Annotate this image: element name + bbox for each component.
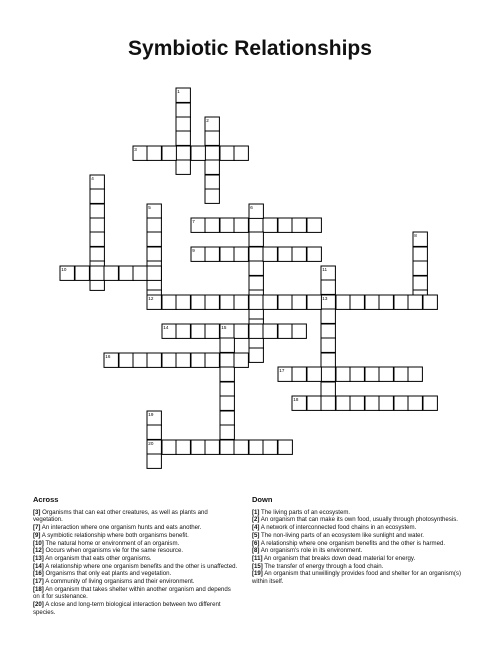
grid-cell[interactable] <box>191 440 205 454</box>
grid-cell[interactable] <box>90 232 104 246</box>
clue-item <box>33 563 238 571</box>
across-heading: Across <box>33 495 59 504</box>
clue-number: 10 <box>61 267 67 273</box>
clue-num: [13] <box>33 554 44 562</box>
clue-number: 8 <box>414 233 417 239</box>
clue-item <box>33 532 238 540</box>
clue-number: 1 <box>177 89 180 95</box>
grid-cell[interactable] <box>307 295 321 309</box>
clue-num: [19] <box>252 570 263 578</box>
grid-cell[interactable] <box>408 367 422 381</box>
grid-cell[interactable] <box>220 382 234 396</box>
grid-cell[interactable] <box>394 295 408 309</box>
grid-cell[interactable] <box>249 440 263 454</box>
clue-item <box>252 509 472 517</box>
clue-text: An organism that takes shelter within another organism and depends on it for sustenance. <box>33 585 231 601</box>
grid-cell[interactable] <box>249 324 263 338</box>
clue-number: 15 <box>221 325 227 331</box>
grid-cell[interactable] <box>205 189 219 203</box>
grid-cell[interactable] <box>205 353 219 367</box>
clue-item <box>252 532 472 540</box>
grid-cell[interactable] <box>162 353 176 367</box>
grid-cell[interactable] <box>205 175 219 189</box>
grid-cell[interactable] <box>119 266 133 280</box>
grid-cell[interactable] <box>90 266 104 280</box>
clue-number: 12 <box>148 296 154 302</box>
grid-cell[interactable] <box>413 247 427 261</box>
clue-number: 13 <box>322 296 328 302</box>
clue-text: An interaction where one organism hunts and eats another. <box>40 524 202 532</box>
clue-num: [7] <box>33 524 41 532</box>
clue-item <box>252 547 472 555</box>
clue-text: A close and long-term biological interaction between two different species. <box>33 601 221 616</box>
clue-item <box>252 555 472 563</box>
grid-cell[interactable] <box>321 309 335 323</box>
grid-cell[interactable] <box>220 411 234 425</box>
clue-text: The living parts of an ecosystem. <box>259 508 351 516</box>
grid-cell[interactable] <box>191 295 205 309</box>
grid-cell[interactable] <box>249 276 263 290</box>
grid-cell[interactable] <box>147 353 161 367</box>
clue-number: 7 <box>192 219 195 225</box>
clue-text: An organism that can make its own food, usually through photosynthesis. <box>259 516 458 524</box>
grid-cell[interactable] <box>336 396 350 410</box>
clue-number: 14 <box>163 325 169 331</box>
grid-cell[interactable] <box>350 396 364 410</box>
clue-text: The non-living parts of an ecosystem like sunlight and water. <box>259 531 424 539</box>
grid-cell[interactable] <box>104 266 118 280</box>
clue-num: [9] <box>33 531 41 539</box>
grid-cell[interactable] <box>307 218 321 232</box>
grid-cell[interactable] <box>408 396 422 410</box>
grid-cell[interactable] <box>365 396 379 410</box>
grid-cell[interactable] <box>394 367 408 381</box>
clue-num: [5] <box>252 531 260 539</box>
grid-cell[interactable] <box>147 218 161 232</box>
grid-cell[interactable] <box>413 276 427 290</box>
grid-cell[interactable] <box>336 367 350 381</box>
clue-text: A relationship where one organism benefits and the other is unaffected. <box>43 562 238 570</box>
grid-cell[interactable] <box>220 367 234 381</box>
grid-cell[interactable] <box>147 454 161 468</box>
clue-text: An organism's role in its environment. <box>259 547 363 555</box>
grid-cell[interactable] <box>147 247 161 261</box>
grid-cell[interactable] <box>263 324 277 338</box>
grid-cell[interactable] <box>220 396 234 410</box>
clue-item <box>33 509 238 524</box>
down-clues <box>252 496 472 586</box>
clue-item <box>33 547 238 555</box>
clue-number: 11 <box>322 267 328 273</box>
clue-text: Occurs when organisms vie for the same resource. <box>43 547 184 555</box>
grid-cell[interactable] <box>278 295 292 309</box>
grid-cell[interactable] <box>220 425 234 439</box>
grid-cell[interactable] <box>220 146 234 160</box>
grid-cell[interactable] <box>234 218 248 232</box>
grid-cell[interactable] <box>249 348 263 362</box>
grid-cell[interactable] <box>191 324 205 338</box>
clue-number: 3 <box>134 147 137 153</box>
clue-num: [8] <box>252 547 260 555</box>
grid-cell[interactable] <box>191 146 205 160</box>
clue-item <box>252 570 472 585</box>
clue-number: 16 <box>105 354 111 360</box>
grid-cell[interactable] <box>90 204 104 218</box>
grid-cell[interactable] <box>234 353 248 367</box>
grid-cell[interactable] <box>147 232 161 246</box>
across-clues <box>33 496 238 617</box>
grid-cell[interactable] <box>423 295 437 309</box>
clue-number: 4 <box>91 176 94 182</box>
grid-cell[interactable] <box>321 382 335 396</box>
grid-cell[interactable] <box>176 146 190 160</box>
grid-cell[interactable] <box>278 324 292 338</box>
clue-num: [4] <box>252 524 260 532</box>
grid-cell[interactable] <box>176 324 190 338</box>
clue-num: [18] <box>33 585 44 593</box>
grid-cell[interactable] <box>413 261 427 275</box>
grid-cell[interactable] <box>205 218 219 232</box>
clue-num: [16] <box>33 570 44 578</box>
grid-cell[interactable] <box>205 131 219 145</box>
clue-text: An organism that unwillingly provides food and shelter for an organism(s) within itself. <box>252 570 461 586</box>
clue-text: An organism that breaks down dead material for energy. <box>262 554 416 562</box>
clue-item <box>33 540 238 548</box>
grid-cell[interactable] <box>234 295 248 309</box>
grid-cell[interactable] <box>321 353 335 367</box>
clue-text: Organisms that only eat plants and vegetation. <box>43 570 172 578</box>
grid-cell[interactable] <box>278 247 292 261</box>
grid-cell[interactable] <box>220 338 234 352</box>
grid-cell[interactable] <box>119 353 133 367</box>
page-title: Symbiotic Relationships <box>128 37 372 60</box>
grid-cell[interactable] <box>90 189 104 203</box>
clue-number: 18 <box>293 397 299 403</box>
clue-item <box>33 555 238 563</box>
grid-cell[interactable] <box>249 295 263 309</box>
grid-cell[interactable] <box>205 440 219 454</box>
grid-cell[interactable] <box>176 440 190 454</box>
grid-cell[interactable] <box>249 261 263 275</box>
grid-cell[interactable] <box>292 324 306 338</box>
grid-cell[interactable] <box>220 440 234 454</box>
grid-cell[interactable] <box>249 218 263 232</box>
grid-cell[interactable] <box>278 218 292 232</box>
down-heading: Down <box>252 495 273 504</box>
grid-cell[interactable] <box>350 295 364 309</box>
clue-number: 20 <box>148 441 154 447</box>
grid-cell[interactable] <box>205 160 219 174</box>
grid-cell[interactable] <box>321 280 335 294</box>
grid-cell[interactable] <box>292 295 306 309</box>
clue-num: [2] <box>252 516 260 524</box>
clue-text: An organism that eats other organisms. <box>43 554 152 562</box>
grid-cell[interactable] <box>423 396 437 410</box>
grid-cell[interactable] <box>321 367 335 381</box>
grid-cell[interactable] <box>176 295 190 309</box>
grid-cell[interactable] <box>278 440 292 454</box>
grid-cell[interactable] <box>379 367 393 381</box>
clue-text: The transfer of energy through a food chain. <box>262 562 384 570</box>
clue-number: 2 <box>206 118 209 124</box>
clue-num: [10] <box>33 539 44 547</box>
grid-cell[interactable] <box>249 247 263 261</box>
grid-cell[interactable] <box>176 117 190 131</box>
clue-number: 19 <box>148 412 154 418</box>
clue-item <box>33 601 238 616</box>
grid-cell[interactable] <box>234 146 248 160</box>
grid-cell[interactable] <box>162 146 176 160</box>
grid-cell[interactable] <box>133 266 147 280</box>
clue-num: [6] <box>252 539 260 547</box>
clue-item <box>252 516 472 524</box>
grid-cell[interactable] <box>234 247 248 261</box>
grid-cell[interactable] <box>234 440 248 454</box>
grid-cell[interactable] <box>176 103 190 117</box>
grid-cell[interactable] <box>263 247 277 261</box>
grid-cell[interactable] <box>292 367 306 381</box>
grid-cell[interactable] <box>249 232 263 246</box>
grid-cell[interactable] <box>162 295 176 309</box>
grid-cell[interactable] <box>263 295 277 309</box>
clue-text: A symbiotic relationship where both organisms benefit. <box>40 531 189 539</box>
clue-num: [3] <box>33 508 41 516</box>
grid-cell[interactable] <box>408 295 422 309</box>
clue-text: Organisms that can eat other creatures, as well as plants and vegetation. <box>33 508 208 524</box>
grid-cell[interactable] <box>147 266 161 280</box>
clue-item <box>252 524 472 532</box>
clue-num: [17] <box>33 578 44 586</box>
grid-cell[interactable] <box>394 396 408 410</box>
clue-text: A community of living organisms and their environment. <box>43 578 195 586</box>
grid-cell[interactable] <box>336 295 350 309</box>
clue-item <box>252 540 472 548</box>
grid-cell[interactable] <box>205 247 219 261</box>
grid-cell[interactable] <box>147 425 161 439</box>
grid-cell[interactable] <box>90 218 104 232</box>
clue-item <box>33 586 238 601</box>
clue-item <box>33 570 238 578</box>
clue-number: 17 <box>279 368 285 374</box>
grid-cell[interactable] <box>234 324 248 338</box>
grid-cell[interactable] <box>321 324 335 338</box>
grid-cell[interactable] <box>263 218 277 232</box>
grid-cell[interactable] <box>75 266 89 280</box>
grid-cell[interactable] <box>220 247 234 261</box>
grid-cell[interactable] <box>205 146 219 160</box>
grid-cell[interactable] <box>220 295 234 309</box>
clue-text: A network of interconnected food chains in an ecosystem. <box>259 524 417 532</box>
grid-cell[interactable] <box>220 353 234 367</box>
grid-cell[interactable] <box>133 353 147 367</box>
grid-cell[interactable] <box>379 295 393 309</box>
grid-cell[interactable] <box>307 367 321 381</box>
clue-num: [20] <box>33 601 44 609</box>
grid-cell[interactable] <box>321 396 335 410</box>
clue-item <box>252 563 472 571</box>
grid-cell[interactable] <box>292 218 306 232</box>
clue-num: [15] <box>252 562 263 570</box>
grid-cell[interactable] <box>191 353 205 367</box>
grid-cell[interactable] <box>307 396 321 410</box>
grid-cell[interactable] <box>162 440 176 454</box>
grid-cell[interactable] <box>379 396 393 410</box>
grid-cell[interactable] <box>176 353 190 367</box>
grid-cell[interactable] <box>307 247 321 261</box>
grid-cell[interactable] <box>90 247 104 261</box>
grid-cell[interactable] <box>205 324 219 338</box>
grid-cell[interactable] <box>176 131 190 145</box>
clue-item <box>33 524 238 532</box>
clue-num: [12] <box>33 547 44 555</box>
grid-cell[interactable] <box>365 367 379 381</box>
clue-text: A relationship where one organism benefits and the other is harmed. <box>259 539 446 547</box>
grid-cell[interactable] <box>176 160 190 174</box>
grid-cell[interactable] <box>292 247 306 261</box>
clue-number: 6 <box>250 205 253 211</box>
grid-cell[interactable] <box>365 295 379 309</box>
grid-cell[interactable] <box>205 295 219 309</box>
clue-number: 5 <box>148 205 151 211</box>
grid-cell[interactable] <box>147 146 161 160</box>
grid-cell[interactable] <box>263 440 277 454</box>
clue-num: [1] <box>252 508 260 516</box>
grid-cell[interactable] <box>321 338 335 352</box>
grid-cell[interactable] <box>220 218 234 232</box>
grid-cell[interactable] <box>350 367 364 381</box>
clue-item <box>33 578 238 586</box>
clue-number: 9 <box>192 248 195 254</box>
clue-num: [14] <box>33 562 44 570</box>
clue-num: [11] <box>252 554 263 562</box>
clue-text: The natural home or environment of an organism. <box>43 539 180 547</box>
